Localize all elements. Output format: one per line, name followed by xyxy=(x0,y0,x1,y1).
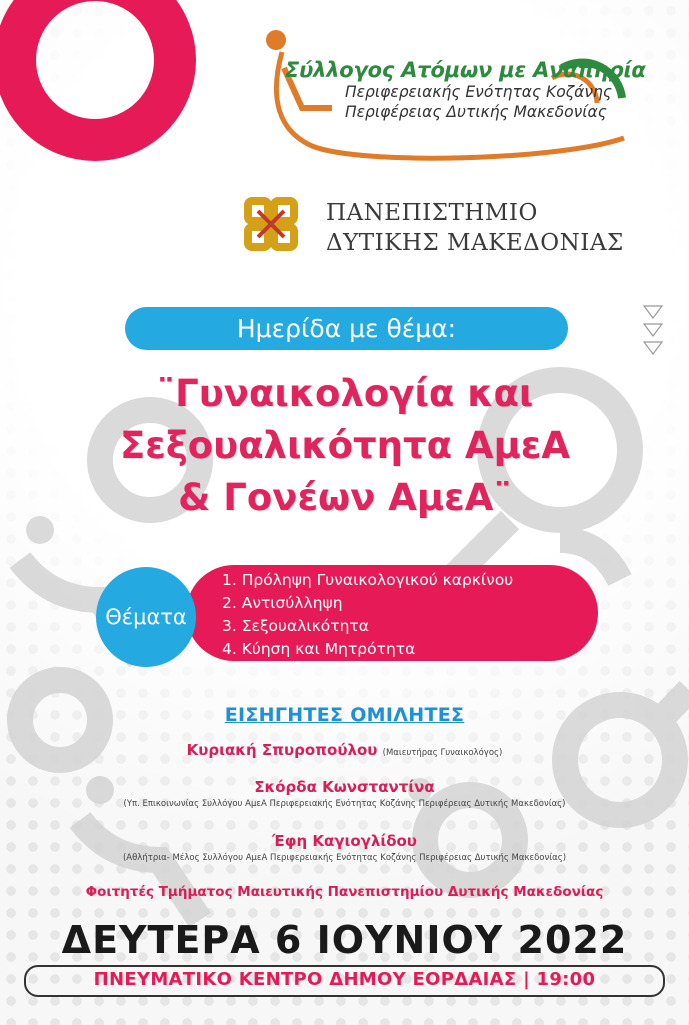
students-line: Φοιτητές Τμήματος Μαιευτικής Πανεπιστημίου Δυτικής Μακεδονίας xyxy=(85,884,604,900)
event-title-line-2: Σεξουαλικότητα ΑμεΑ xyxy=(119,424,571,467)
university-knot-logo xyxy=(240,193,302,255)
association-text xyxy=(285,58,646,122)
speaker-3-name: Έφη Καγιογλίδου xyxy=(272,832,417,850)
topic-item: 1. Πρόληψη Γυναικολογικού καρκίνου xyxy=(222,571,514,589)
association-subtitle-1: Περιφερειακής Ενότητας Κοζάνης xyxy=(345,83,612,101)
topic-item: 3. Σεξουαλικότητα xyxy=(222,617,369,635)
event-label-pill: Ημερίδα με θέμα: xyxy=(125,307,568,350)
speaker-2-name: Σκόρδα Κωνσταντίνα xyxy=(254,778,435,796)
speaker-1 xyxy=(0,741,689,759)
university-line-1: ΠΑΝΕΠΙΣΤΗΜΙΟ xyxy=(326,200,538,226)
topics-heading: Θέματα xyxy=(96,567,196,667)
topics-list xyxy=(222,569,513,661)
triangle-arrows-icon xyxy=(642,302,664,362)
logo-head-shape xyxy=(266,30,286,50)
association-subtitle-2: Περιφέρειας Δυτικής Μακεδονίας xyxy=(345,103,607,121)
pink-ring-shape xyxy=(15,0,175,140)
association-name: Σύλλογος Ατόμων με Αναπηρία xyxy=(285,58,646,82)
event-date: ΔΕΥΤΕΡΑ 6 ΙΟΥΝΙΟΥ 2022 xyxy=(61,918,628,962)
event-title xyxy=(60,368,630,524)
university-name xyxy=(326,198,624,258)
speaker-name: Κυριακή Σπυροπούλου xyxy=(186,741,378,759)
event-title-line-1: ¨Γυναικολογία και xyxy=(156,372,534,415)
speaker-role: (Μαιευτήρας Γυναικολόγος) xyxy=(382,748,503,758)
speaker-3-role: (Αθλήτρια- Μέλος Συλλόγου ΑμεΑ Περιφερειακής Ενότητας Κοζάνης Περιφέρειας Δυτικής Μακεδονίας) xyxy=(122,853,567,863)
event-venue: ΠΝΕΥΜΑΤΙΚΟ ΚΕΝΤΡΟ ΔΗΜΟΥ ΕΟΡΔΑΙΑΣ | 19:00 xyxy=(93,969,596,990)
topic-item: 2. Αντισύλληψη xyxy=(222,594,343,612)
event-title-line-3: & Γονέων ΑμεΑ¨ xyxy=(178,476,512,519)
university-line-2: ΔΥΤΙΚΗΣ ΜΑΚΕΔΟΝΙΑΣ xyxy=(326,230,624,256)
speakers-heading: ΕΙΣΗΓΗΤΕΣ ΟΜΙΛΗΤΕΣ xyxy=(224,704,465,726)
speaker-2-role: (Υπ. Επικοινωνίας Συλλόγου ΑμεΑ Περιφερειακής Ενότητας Κοζάνης Περιφέρειας Δυτικής Μακεδονίας) xyxy=(123,799,566,809)
topic-item: 4. Κύηση και Μητρότητα xyxy=(222,640,416,658)
